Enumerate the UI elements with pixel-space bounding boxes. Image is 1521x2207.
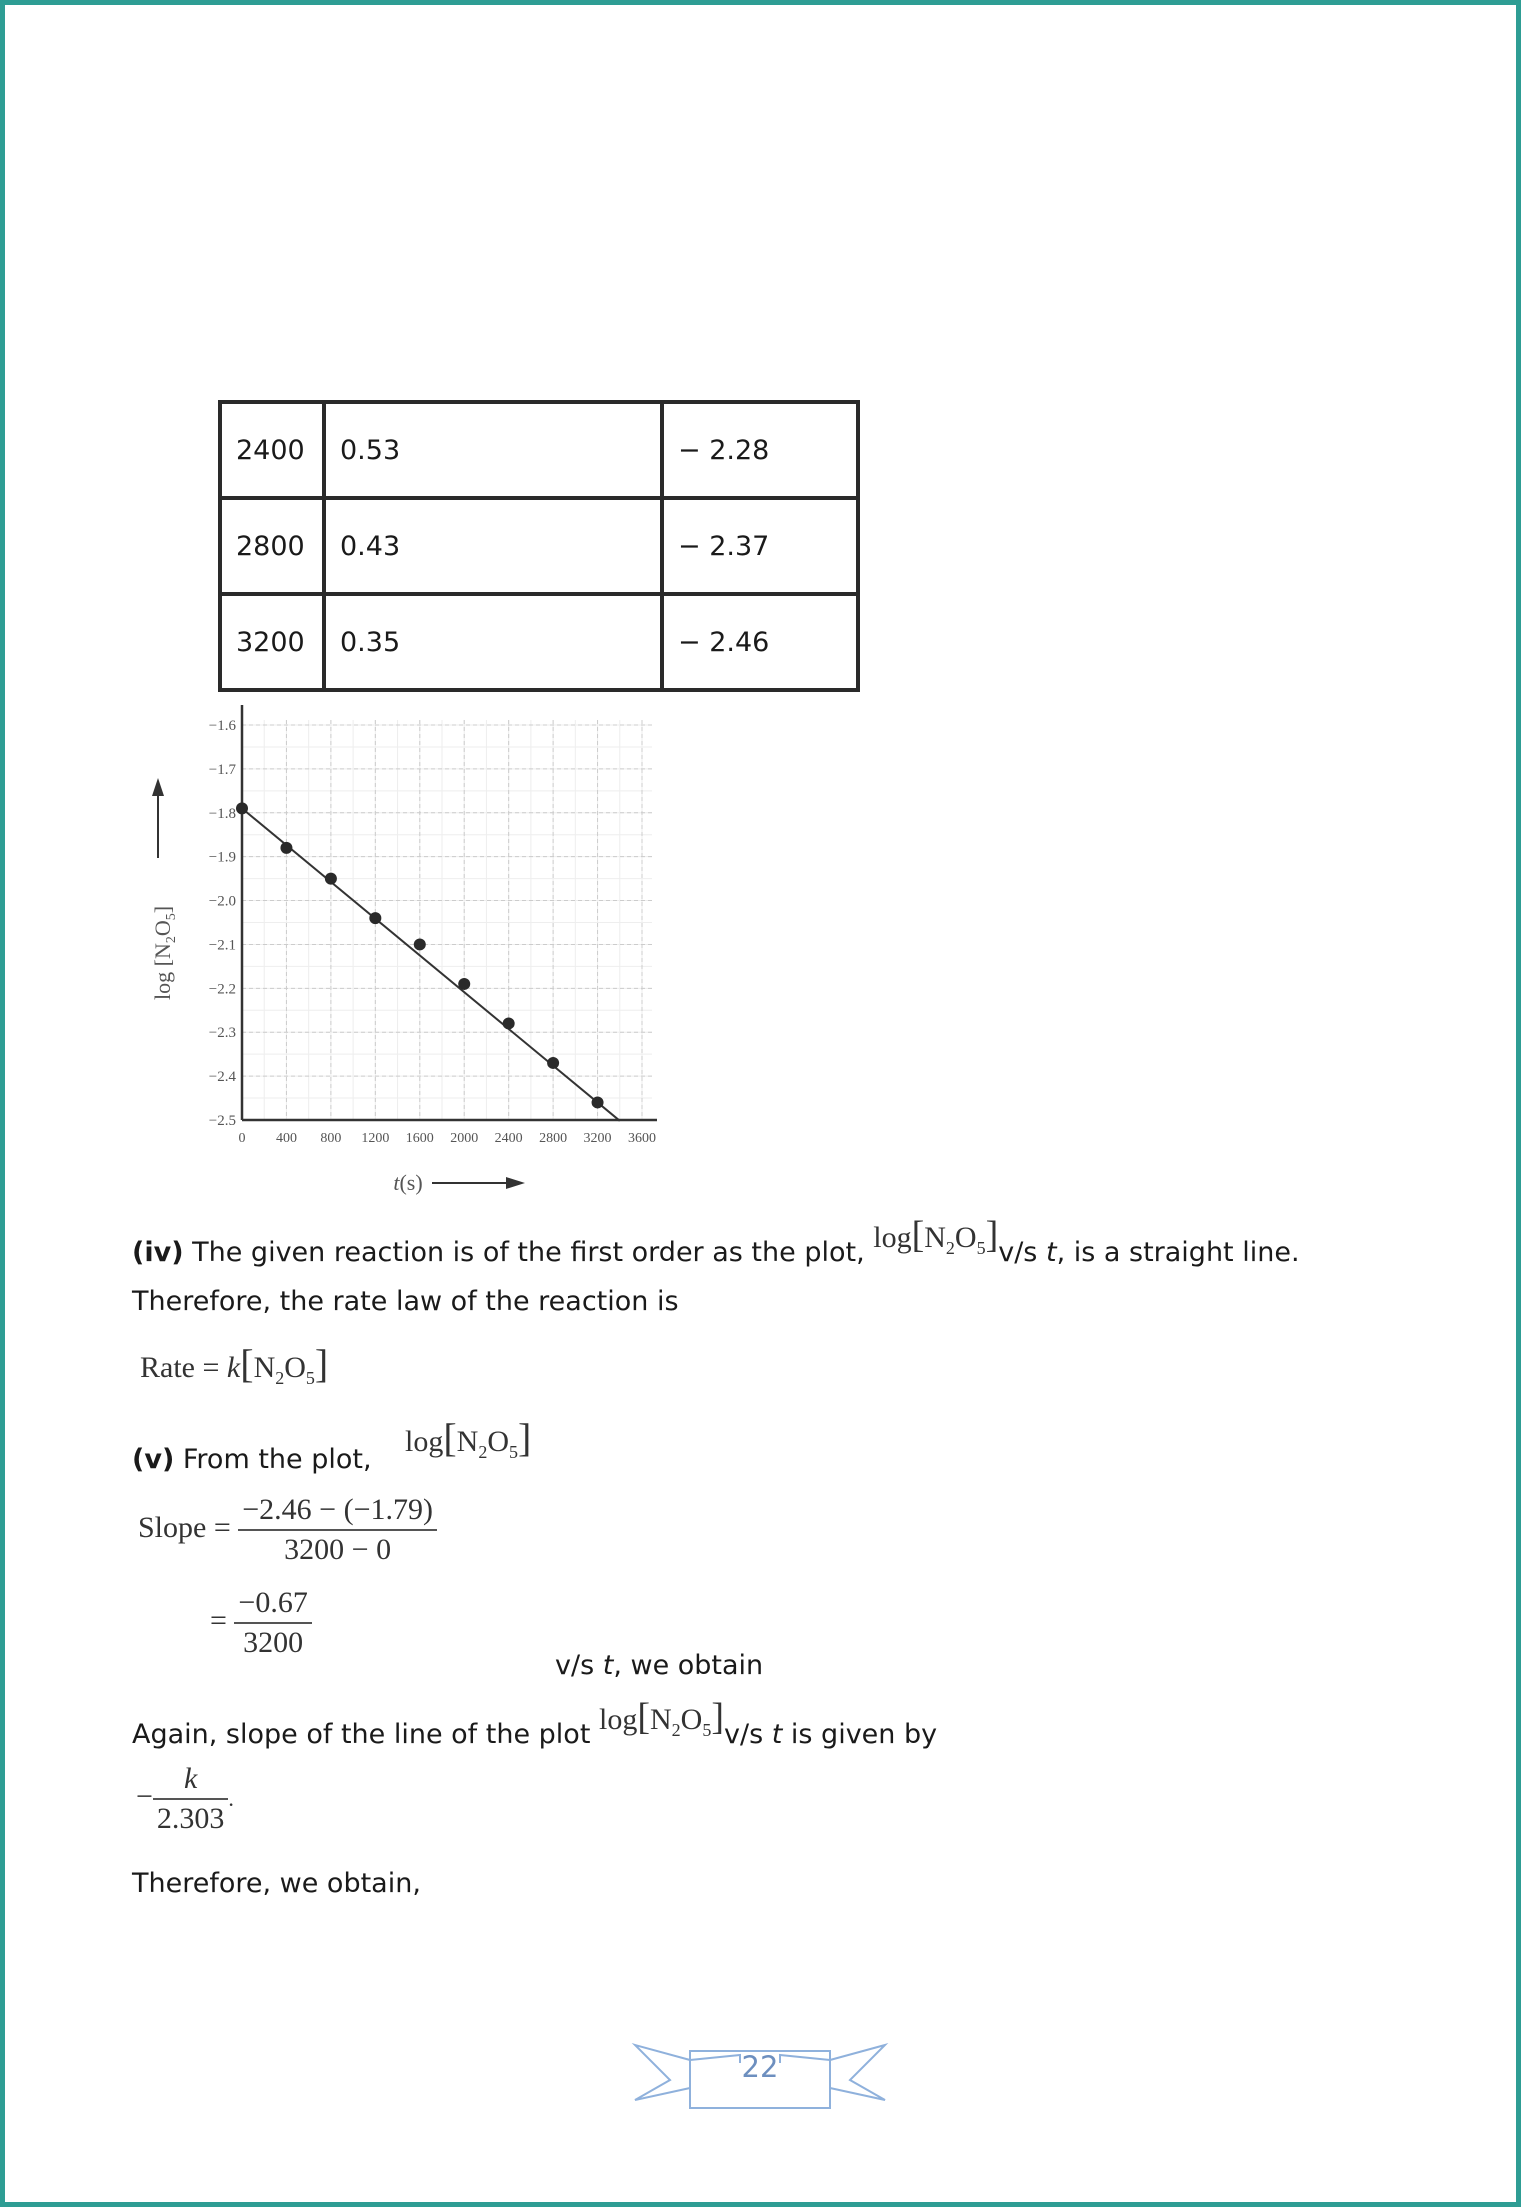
rate-law-equation: Rate = $k[N_2O_5]$ [140, 1341, 329, 1388]
data-table [218, 400, 860, 692]
svg-text:−1.6: −1.6 [208, 718, 236, 734]
table-row [220, 594, 858, 690]
page-number: 22 [741, 2050, 779, 2084]
table-row [220, 498, 858, 594]
table-row [220, 402, 858, 498]
table-cell-log: − 2.37 [662, 498, 858, 594]
table-cell-concentration: 0.43 [324, 498, 662, 594]
rate-law-intro: Therefore, the rate law of the reaction is [132, 1286, 679, 1317]
svg-text:0: 0 [238, 1131, 246, 1146]
slope-value: = $\frac{-0.67}{3200}$ [210, 1586, 312, 1660]
svg-text:−2.0: −2.0 [208, 893, 236, 910]
paragraph-v: (v) From the plot, [132, 1444, 372, 1475]
svg-text:−2.3: −2.3 [208, 1025, 236, 1042]
svg-text:2400: 2400 [494, 1131, 523, 1146]
again-slope-text: Again, slope of the line of the plot $\log[N_2O_5]v/s$ t is given by [132, 1696, 938, 1750]
table-cell-log: − 2.46 [662, 594, 858, 690]
page-number-ribbon [615, 2020, 905, 2110]
svg-text:−2.4: −2.4 [208, 1069, 236, 1086]
svg-text:800: 800 [320, 1131, 342, 1146]
svg-text:−2.1: −2.1 [208, 937, 236, 954]
svg-text:1600: 1600 [405, 1131, 434, 1146]
svg-text:log [N2O5]: $\log [N_2O_5]$ [150, 905, 179, 1000]
log-n2o5-expression: $\log[N_2O_5]$ [405, 1415, 532, 1462]
svg-text:2000: 2000 [450, 1131, 479, 1146]
log-n2o5-expression: $\log[N_2O_5]$ [873, 1214, 999, 1258]
table-cell-concentration: 0.35 [324, 594, 662, 690]
svg-text:−1.8: −1.8 [208, 805, 236, 822]
k-over-2303: − $\frac{k}{2.303}$ . [136, 1762, 234, 1835]
table-cell-time: 2800 [220, 498, 324, 594]
svg-text:1200: 1200 [361, 1131, 390, 1146]
svg-text:400: 400 [275, 1131, 297, 1146]
svg-text:−2.5: −2.5 [208, 1113, 236, 1129]
svg-text:3600: 3600 [628, 1131, 656, 1146]
log-concentration-plot [140, 700, 680, 1220]
therefore-text: Therefore, we obtain, [132, 1868, 421, 1899]
slope-equation: Slope = $\frac{-2.46 - (-1.79)}{3200 - 0}$ [138, 1493, 437, 1567]
svg-text:−1.7: −1.7 [208, 761, 236, 778]
table-cell-time: 2400 [220, 402, 324, 498]
table-cell-log: − 2.28 [662, 402, 858, 498]
chart-canvas [140, 700, 680, 1220]
svg-text:−1.9: −1.9 [208, 849, 236, 866]
svg-text:3200: 3200 [583, 1131, 612, 1146]
log-n2o5-expression: $\log[N_2O_5]$ [599, 1696, 724, 1740]
table-cell-time: 3200 [220, 594, 324, 690]
svg-text:t(s): t(s) [393, 1170, 423, 1195]
label-v: (v) [132, 1444, 175, 1475]
vs-t-we-obtain: v/s t, we obtain [555, 1650, 764, 1681]
label-iv: (iv) [132, 1237, 184, 1268]
paragraph-iv: (iv) The given reaction is of the first order as the plot, $\log[N_2O_5]v/s$ t, is a straight line. [132, 1214, 1300, 1268]
svg-text:−2.2: −2.2 [208, 981, 236, 998]
svg-text:2800: 2800 [539, 1131, 568, 1146]
table-cell-concentration: 0.53 [324, 402, 662, 498]
